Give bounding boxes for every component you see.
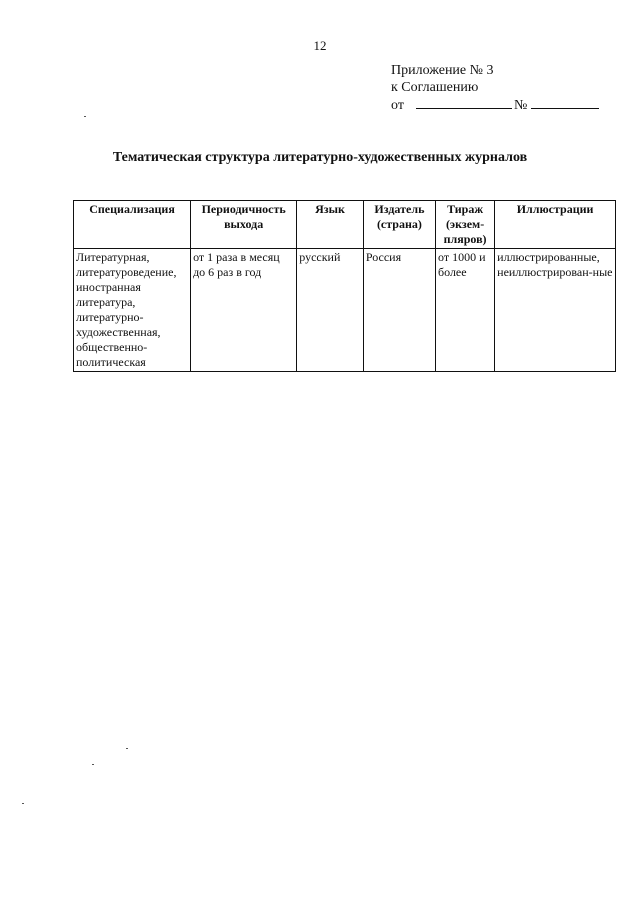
document-title: Тематическая структура литературно-художественных журналов [112, 150, 528, 165]
header-periodicity: Периодичность выхода [191, 201, 297, 249]
scan-artifact [92, 764, 94, 765]
header-specialization: Специализация [74, 201, 191, 249]
cell-circulation: от 1000 и более [436, 249, 495, 372]
scan-artifact [22, 803, 24, 804]
thematic-structure-table [73, 200, 616, 372]
page-number: 12 [313, 38, 327, 53]
scan-artifact [126, 748, 128, 749]
cell-language: русский [297, 249, 364, 372]
cell-illustrations: иллюстрированные, неиллюстрирован-ные [495, 249, 616, 372]
number-blank-line [531, 96, 599, 109]
appendix-date-number-line [391, 96, 611, 114]
cell-periodicity: от 1 раза в месяц до 6 раз в год [191, 249, 297, 372]
table-header-row [74, 201, 616, 249]
cell-publisher: Россия [363, 249, 435, 372]
number-sign: № [513, 98, 528, 113]
date-blank-line [416, 96, 512, 109]
header-language: Язык [297, 201, 364, 249]
date-prefix: от [391, 98, 404, 113]
header-illustrations: Иллюстрации [495, 201, 616, 249]
scan-artifact [84, 116, 86, 117]
appendix-block [391, 62, 611, 114]
table-row [74, 249, 616, 372]
appendix-title: Приложение № 3 [391, 63, 494, 78]
cell-specialization: Литературная, литературоведение, иностранная литература, литературно-художественная, общественно-политическая [74, 249, 191, 372]
appendix-agreement: к Соглашению [391, 80, 479, 95]
header-publisher: Издатель (страна) [363, 201, 435, 249]
header-circulation: Тираж (экзем-пляров) [436, 201, 495, 249]
